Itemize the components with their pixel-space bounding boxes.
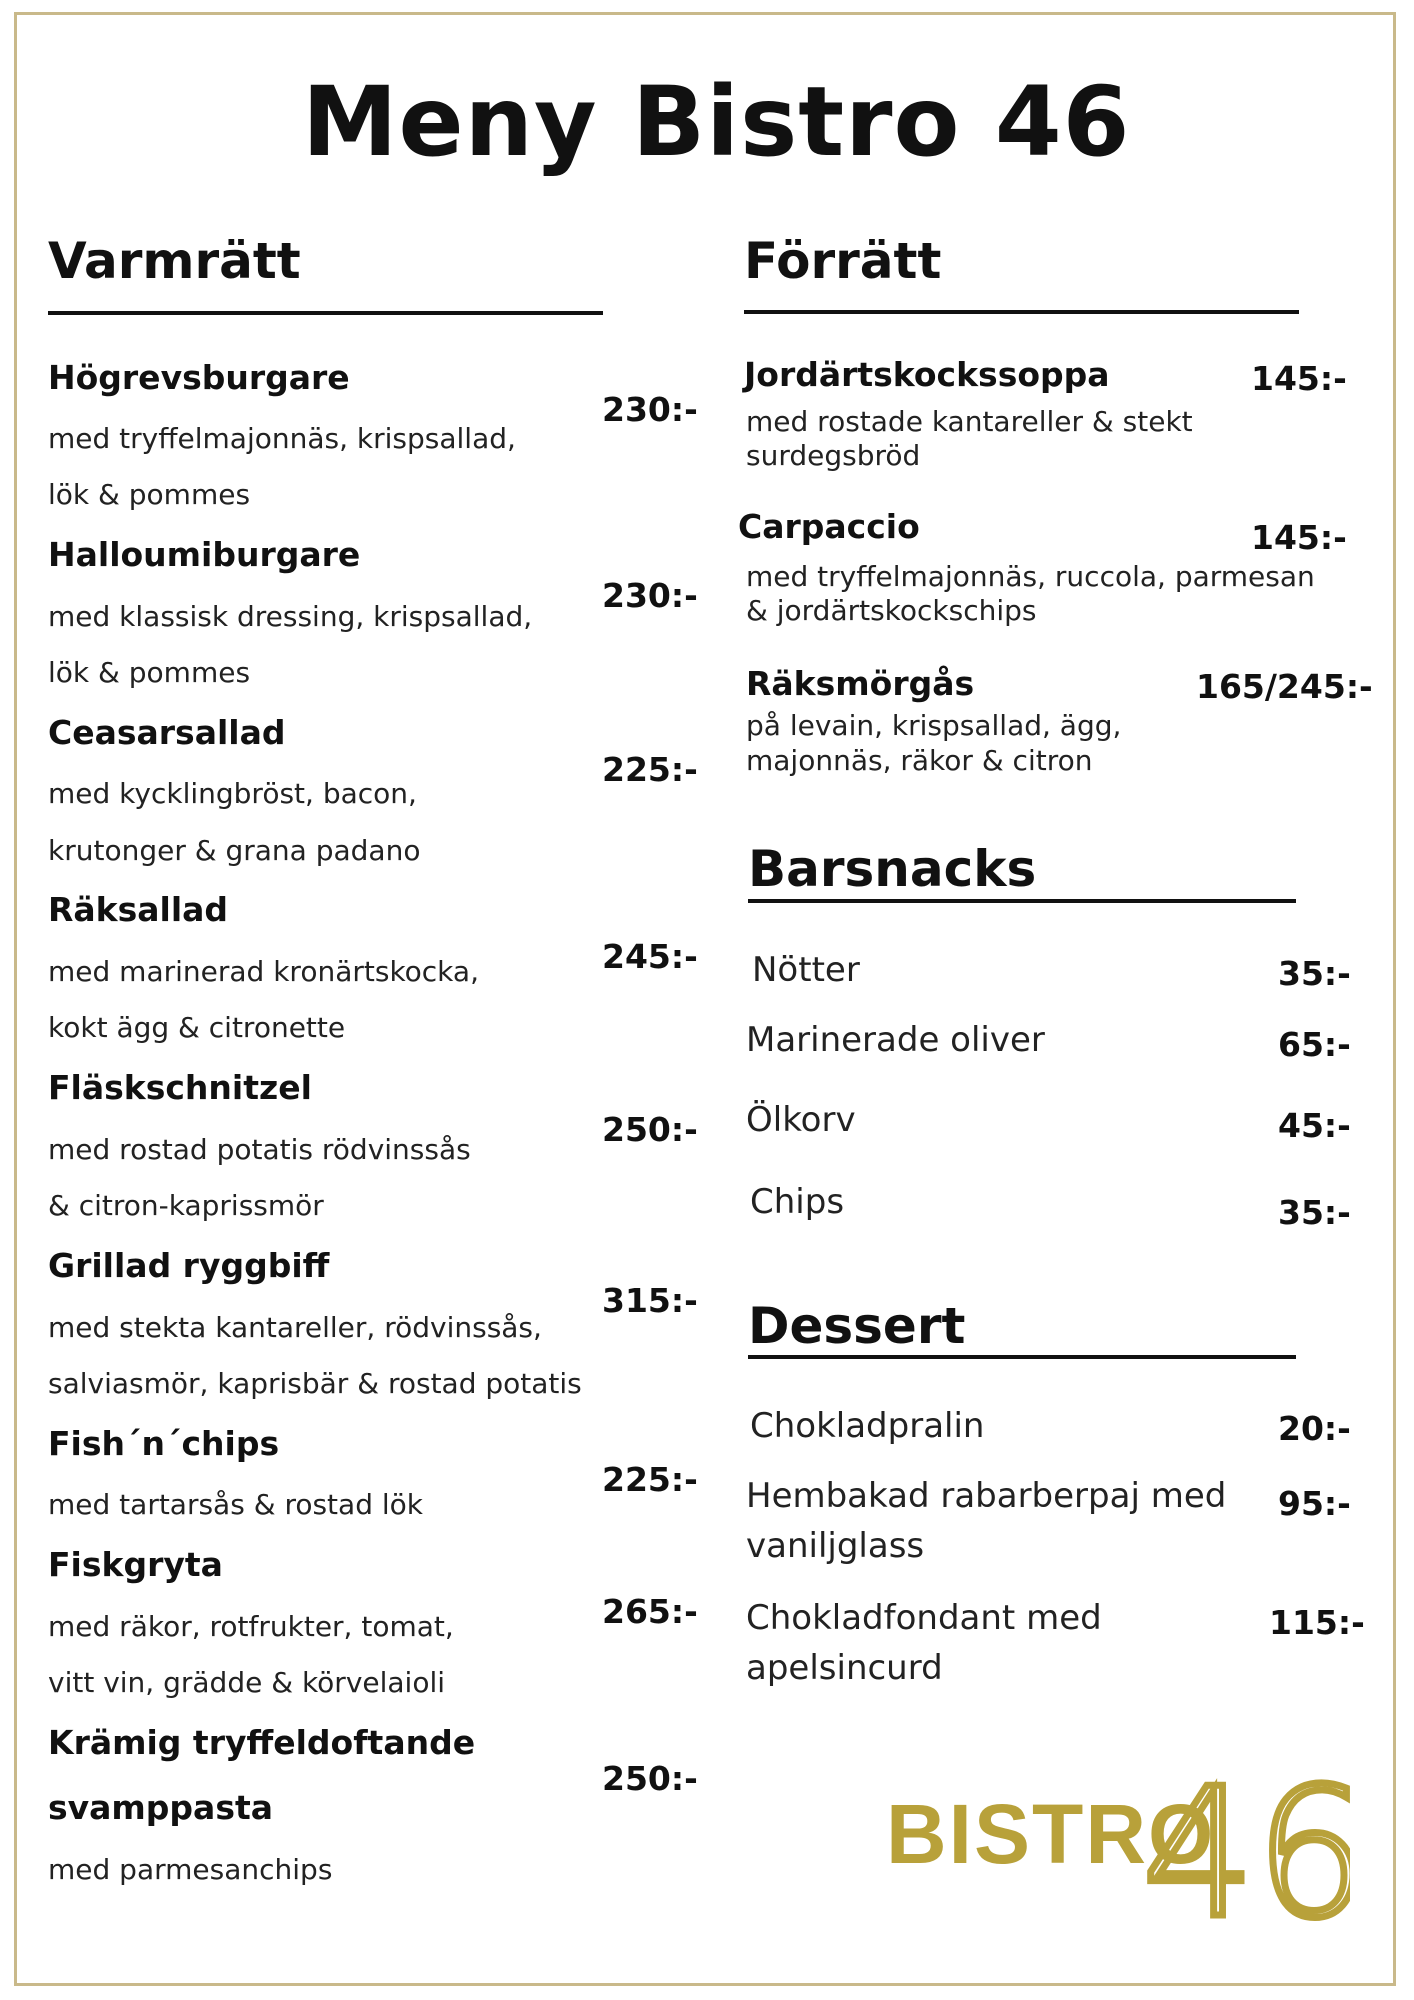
dish-name: Grillad ryggbiff	[48, 1246, 330, 1285]
dish-price: 250:-	[602, 1110, 698, 1149]
dish-description: vitt vin, grädde & körvelaioli	[48, 1666, 446, 1699]
dish-description: kokt ägg & citronette	[48, 1011, 346, 1044]
snack-price: 65:-	[1278, 1025, 1351, 1064]
snack-price: 35:-	[1278, 1193, 1351, 1232]
dish-name: Räksmörgås	[746, 664, 975, 703]
section-heading-forratt: Förrätt	[744, 232, 942, 290]
dish-description: lök & pommes	[48, 656, 251, 689]
dessert-price: 20:-	[1278, 1409, 1351, 1448]
dish-description: med tryffelmajonnäs, ruccola, parmesan	[746, 560, 1315, 593]
dish-name: Ceasarsallad	[48, 713, 286, 752]
dish-description: på levain, krispsallad, ägg,	[746, 709, 1122, 742]
dish-name: Krämig tryffeldoftande	[48, 1723, 476, 1762]
dish-name: Carpaccio	[738, 507, 920, 546]
snack-price: 45:-	[1278, 1106, 1351, 1145]
dish-description: & jordärtskockschips	[746, 594, 1037, 627]
dish-price: 165/245:-	[1196, 667, 1373, 706]
dish-description: med tartarsås & rostad lök	[48, 1488, 423, 1521]
dish-price: 250:-	[602, 1759, 698, 1798]
dish-price: 245:-	[602, 937, 698, 976]
dish-name: Räksallad	[48, 890, 229, 929]
dish-name: Jordärtskockssoppa	[744, 355, 1110, 394]
dish-description: & citron-kaprissmör	[48, 1189, 324, 1222]
dessert-price: 95:-	[1278, 1484, 1351, 1523]
dish-description: med rostad potatis rödvinssås	[48, 1133, 471, 1166]
snack-name: Nötter	[752, 950, 860, 990]
section-rule-barsnacks	[748, 899, 1296, 903]
section-rule-dessert	[748, 1355, 1296, 1359]
section-heading-varmratt: Varmrätt	[48, 232, 301, 290]
dish-description: med tryffelmajonnäs, krispsallad,	[48, 422, 516, 455]
dish-description: lök & pommes	[48, 478, 251, 511]
dish-price: 225:-	[602, 1460, 698, 1499]
dish-description: surdegsbröd	[746, 439, 921, 472]
dish-price: 230:-	[602, 576, 698, 615]
dish-price: 230:-	[602, 390, 698, 429]
section-heading-dessert: Dessert	[748, 1297, 966, 1355]
dish-name: Fläskschnitzel	[48, 1068, 312, 1107]
dish-description: med rostade kantareller & stekt	[746, 405, 1193, 438]
logo-graphic	[880, 1755, 1350, 1925]
dish-name: Halloumiburgare	[48, 535, 361, 574]
dish-name: Fiskgryta	[48, 1545, 223, 1584]
section-rule-forratt	[744, 310, 1299, 314]
dish-description: med marinerad kronärtskocka,	[48, 955, 479, 988]
dessert-name: Hembakad rabarberpaj med	[746, 1476, 1227, 1516]
dish-description: med klassisk dressing, krispsallad,	[48, 600, 533, 633]
dish-description: med stekta kantareller, rödvinssås,	[48, 1311, 542, 1344]
dish-price: 145:-	[1251, 359, 1347, 398]
dessert-name-continued: vaniljglass	[746, 1526, 925, 1566]
dish-price: 225:-	[602, 750, 698, 789]
dish-price: 315:-	[602, 1281, 698, 1320]
dish-price: 145:-	[1251, 518, 1347, 557]
page-title: Meny Bistro 46	[302, 66, 1131, 178]
section-heading-barsnacks: Barsnacks	[748, 840, 1037, 898]
dish-description: krutonger & grana padano	[48, 834, 421, 867]
dessert-name: Chokladpralin	[750, 1406, 985, 1446]
snack-name: Marinerade oliver	[746, 1020, 1045, 1060]
dish-name: Högrevsburgare	[48, 358, 350, 397]
snack-price: 35:-	[1278, 954, 1351, 993]
dish-description: med räkor, rotfrukter, tomat,	[48, 1610, 454, 1643]
dish-description: med kycklingbröst, bacon,	[48, 777, 417, 810]
dessert-name-continued: apelsincurd	[746, 1648, 943, 1688]
snack-name: Ölkorv	[746, 1100, 856, 1140]
logo-word: BISTRO	[886, 1787, 1216, 1881]
dish-description: majonnäs, räkor & citron	[746, 744, 1093, 777]
dish-description: med parmesanchips	[48, 1853, 333, 1886]
dish-name-continued: svamppasta	[48, 1788, 274, 1827]
section-rule-varmratt	[48, 311, 603, 315]
snack-name: Chips	[750, 1182, 845, 1222]
dessert-name: Chokladfondant med	[746, 1598, 1102, 1638]
dessert-price: 115:-	[1269, 1603, 1365, 1642]
dish-name: Fish´n´chips	[48, 1424, 280, 1463]
dish-price: 265:-	[602, 1592, 698, 1631]
bistro-46-logo	[880, 1755, 1350, 1925]
logo-number: 46	[1142, 1755, 1350, 1925]
dish-description: salviasmör, kaprisbär & rostad potatis	[48, 1367, 582, 1400]
